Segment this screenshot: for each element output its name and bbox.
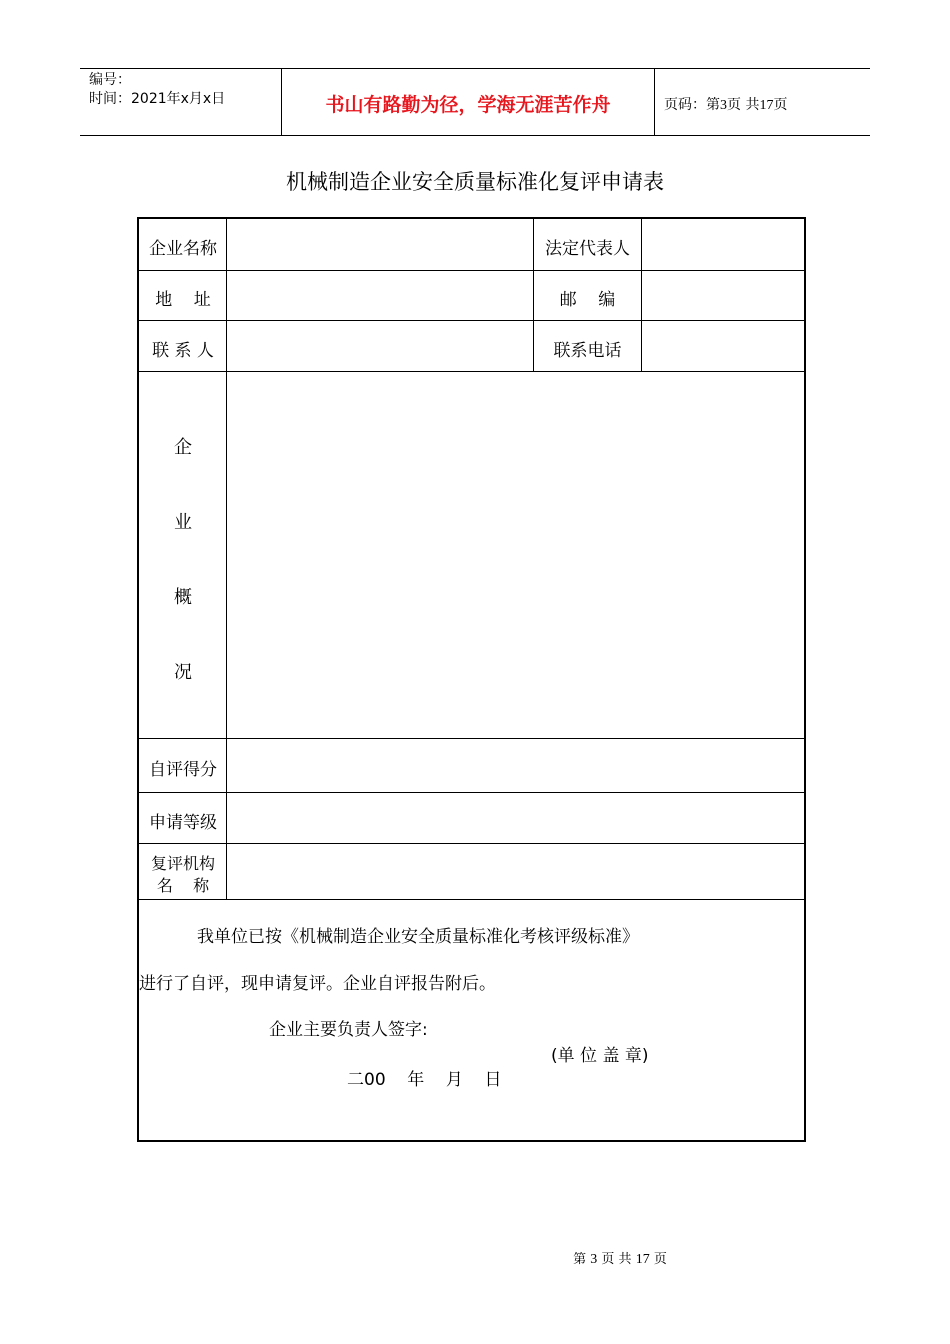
postcode-label: 邮 编 xyxy=(559,290,616,310)
company-name-label: 企业名称 xyxy=(149,239,217,259)
self-score-label: 自评得分 xyxy=(149,760,217,780)
signature-label: 企业主要负责人签字: xyxy=(269,1020,428,1040)
statement-line-2: 进行了自评，现申请复评。企业自评报告附后。 xyxy=(139,974,496,994)
phone-field[interactable] xyxy=(642,321,806,371)
review-org-field[interactable] xyxy=(227,844,806,899)
footer-current: 3 xyxy=(590,1252,598,1267)
address-label: 地 址 xyxy=(155,290,211,310)
review-org-label-2: 名 称 xyxy=(156,876,210,895)
overview-char-3: 概 xyxy=(174,587,192,608)
header-page-current: 3 xyxy=(720,98,727,113)
header-page-prefix: 页码：第 xyxy=(664,97,720,113)
statement-line-1: 我单位已按《机械制造企业安全质量标准化考核评级标准》 xyxy=(197,927,639,947)
time-label: 时间：2021年x月x日 xyxy=(89,91,226,107)
footer-page-number xyxy=(0,1248,950,1268)
overview-char-4: 况 xyxy=(174,662,192,683)
apply-level-label: 申请等级 xyxy=(149,813,217,833)
apply-level-field[interactable] xyxy=(227,793,806,843)
overview-char-2: 业 xyxy=(174,512,192,533)
footer-suffix: 页 xyxy=(653,1252,667,1267)
serial-label: 编号： xyxy=(89,72,131,88)
overview-char-1: 企 xyxy=(174,437,192,458)
footer-prefix: 第 xyxy=(573,1252,587,1267)
header-divider-2 xyxy=(654,68,655,135)
header-motto: 书山有路勤为径，学海无涯苦作舟 xyxy=(325,94,611,116)
phone-label: 联系电话 xyxy=(553,341,622,361)
company-name-field[interactable] xyxy=(227,219,533,270)
header-top-rule xyxy=(80,68,870,69)
header-page-suffix: 页 xyxy=(773,97,788,113)
header-bottom-rule xyxy=(80,135,870,136)
date-line: 二00 年 月 日 xyxy=(347,1070,502,1090)
legal-rep-label: 法定代表人 xyxy=(545,239,630,259)
header-page-total: 17 xyxy=(759,98,774,113)
self-score-field[interactable] xyxy=(227,739,806,792)
signature-field[interactable] xyxy=(449,1011,749,1037)
header-meta xyxy=(89,71,225,109)
application-form xyxy=(137,217,806,1142)
overview-field[interactable] xyxy=(227,372,806,738)
review-org-label-1: 复评机构 xyxy=(150,854,215,873)
postcode-field[interactable] xyxy=(642,271,806,320)
address-field[interactable] xyxy=(227,271,533,320)
page-title: 机械制造企业安全质量标准化复评申请表 xyxy=(286,170,664,194)
header-page-number xyxy=(664,94,787,114)
contact-label: 联 系 人 xyxy=(152,341,214,361)
legal-rep-field[interactable] xyxy=(642,219,806,270)
header-page-mid: 页 共 xyxy=(727,97,760,113)
contact-field[interactable] xyxy=(227,321,533,371)
seal-label: (单 位 盖 章) xyxy=(551,1046,649,1066)
footer-total: 17 xyxy=(635,1252,650,1267)
row-rule-7 xyxy=(139,899,806,900)
footer-mid: 页 共 xyxy=(601,1252,632,1267)
